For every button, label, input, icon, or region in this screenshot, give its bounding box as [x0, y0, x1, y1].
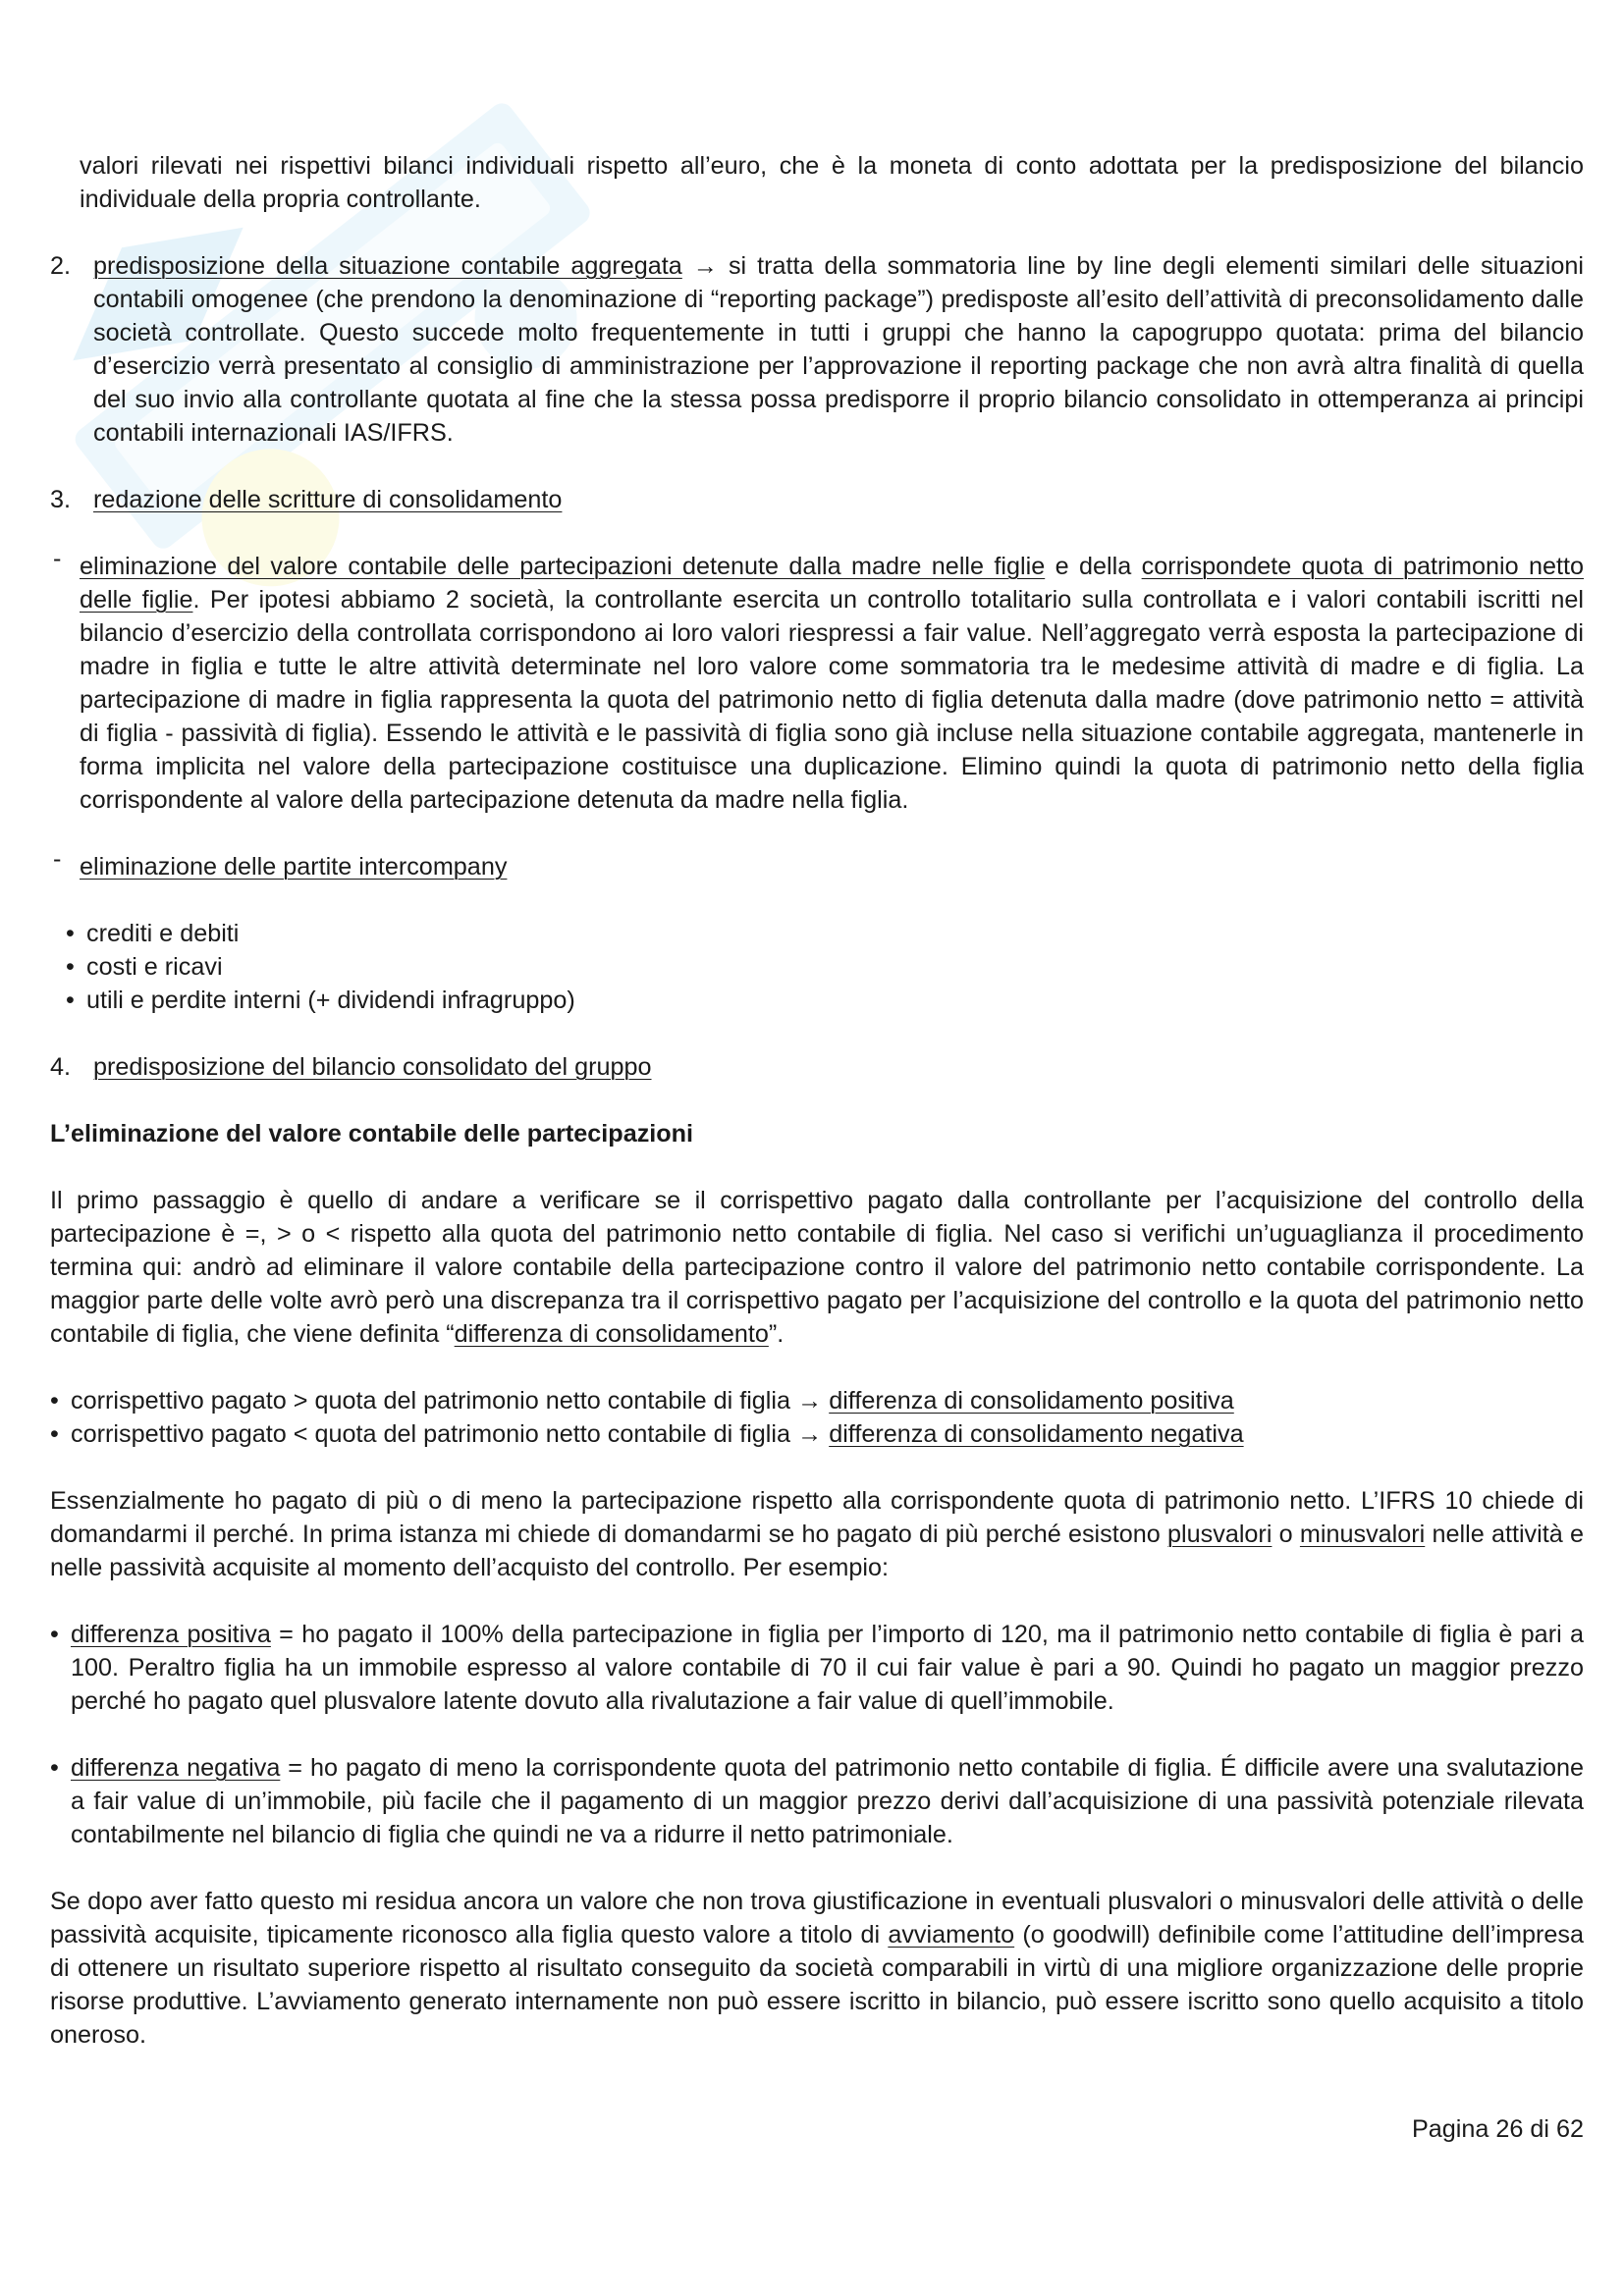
item-text: . Per ipotesi abbiamo 2 società, la controllante esercita un controllo totalitario sulla controllata e i valori contabili iscritti nel bilancio d’esercizio della controllata corrispondono ai loro valori riespressi a fair value. Nell’aggregato verrà esposta la partecipazione di madre in figlia e tutte le altre attività determinate nel loro valore come sommatoria tra le medesime attività di madre e di figlia. La partecipazione di madre in figlia rappresenta la quota del patrimonio netto di figlia detenuta dalla madre (dove patrimonio netto = attività di figlia - passività di figlia). Essendo le attività e le passività di figlia sono già incluse nella situazione contabile aggregata, mantenerle in forma implicita nel valore della partecipazione costituisce una duplicazione. Elimino quindi la quota di patrimonio netto della figlia corrispondente al valore della partecipazione detenuta da madre nella figlia.	[80, 586, 1585, 814]
term-differenza-negativa: differenza negativa	[71, 1754, 281, 1782]
term-plusvalori: plusvalori	[1167, 1521, 1272, 1548]
item-title-2: corrispondete quota di patrimonio netto delle figlie	[80, 553, 1585, 614]
paragraph-text: Essenzialmente ho pagato di più o di meno la partecipazione rispetto alla corrispondente quota di patrimonio netto. L’IFRS 10 chiede di domandarmi il perché. In prima istanza mi chiede di domandarmi se ho pagato di più perché esistono	[50, 1487, 1584, 1548]
bullet-icon: •	[50, 1621, 59, 1648]
bullet-icon: •	[50, 1420, 59, 1448]
arrow-icon: →	[797, 1420, 823, 1448]
list-item-text: = ho pagato il 100% della partecipazione in figlia per l’importo di 120, ma il patrimonio netto contabile di figlia è pari a 100. Peraltro figlia ha un immobile espresso al valore contabile di 70 il cui fair value è pari a 90. Quindi ho pagato un maggior prezzo perché ho pagato quel plusvalore latente dovuto alla rivalutazione a fair value di quell’immobile.	[71, 1621, 1584, 1715]
item-title: redazione delle scritture di consolidamento	[93, 486, 563, 513]
bullet-icon: •	[66, 920, 75, 947]
paragraph-ifrs	[50, 1484, 1584, 1584]
paragraph-text: nelle attività e nelle passività acquisite al momento dell’acquisto del controllo. Per esempio:	[50, 1521, 1584, 1581]
dash-item-intercompany	[53, 845, 1584, 883]
intercompany-list	[66, 917, 1584, 1017]
list-item-text: = ho pagato di meno la corrispondente quota del patrimonio netto contabile di figlia. É difficile avere una svalutazione a fair value di un’immobile, più facile che il pagamento di un maggior prezzo derivi dall’acquisizione di una passività potenziale rilevata contabilmente nel bilancio di figlia che quindi ne va a ridurre il netto patrimoniale.	[71, 1754, 1584, 1848]
list-item	[50, 1417, 1584, 1451]
intro-paragraph: valori rilevati nei rispettivi bilanci individuali rispetto all’euro, che è la moneta di conto adottata per la predisposizione del bilancio individuale della propria controllante.	[80, 152, 1584, 213]
paragraph-text: Il primo passaggio è quello di andare a verificare se il corrispettivo pagato dalla controllante per l’acquisizione del controllo della partecipazione è =, > o < rispetto alla quota del patrimonio netto contabile di figlia. Nel caso si verifichi un’uguaglianza il procedimento termina qui: andrò ad eliminare il valore contabile della partecipazione contro il valore del patrimonio netto contabile corrispondente. La maggior parte delle volte avrò però una discrepanza tra il corrispettivo pagato per l’acquisizione del controllo e la quota del patrimonio netto contabile di figlia, che viene definita “	[50, 1187, 1584, 1348]
list-item-text: corrispettivo pagato > quota del patrimonio netto contabile di figlia	[71, 1387, 797, 1415]
list-item-2	[50, 249, 1585, 450]
list-item	[66, 950, 1584, 984]
paragraph-text: (o goodwill) definibile come l’attitudine dell’impresa di ottenere un risultato superiore rispetto al risultato conseguito da società comparabili in virtù di una migliore organizzazione delle proprie risorse produttive. L’avviamento generato internamente non può essere iscritto in bilancio, può essere iscritto sono quello acquisito a titolo oneroso.	[50, 1921, 1584, 2049]
list-item-text: corrispettivo pagato < quota del patrimonio netto contabile di figlia	[71, 1420, 797, 1448]
document-body	[50, 149, 1585, 2052]
bullet-icon: •	[66, 987, 75, 1014]
paragraph-text: o	[1272, 1521, 1300, 1548]
list-item	[66, 984, 1584, 1017]
section-heading: L’eliminazione del valore contabile delle partecipazioni	[50, 1120, 694, 1148]
list-item	[50, 1384, 1584, 1417]
list-item-text: crediti e debiti	[86, 920, 240, 947]
paragraph-avviamento	[50, 1885, 1584, 2052]
dash-marker: -	[53, 845, 62, 873]
list-item	[66, 917, 1584, 950]
term-positiva: differenza di consolidamento positiva	[829, 1387, 1234, 1415]
bullet-icon: •	[50, 1387, 59, 1415]
term-differenza-consolidamento: differenza di consolidamento	[454, 1320, 769, 1348]
list-number: 2.	[50, 252, 72, 280]
list-item-3	[50, 483, 1584, 516]
bullet-icon: •	[50, 1754, 59, 1782]
term-minusvalori: minusvalori	[1299, 1521, 1426, 1548]
list-item-negativa	[50, 1751, 1584, 1851]
paragraph-primo-passaggio	[50, 1184, 1584, 1351]
item-title: predisposizione della situazione contabile aggregata	[93, 252, 682, 280]
dash-marker: -	[53, 545, 62, 572]
item-mid: e della	[1045, 553, 1142, 580]
term-negativa: differenza di consolidamento negativa	[829, 1420, 1244, 1448]
list-number: 4.	[50, 1053, 72, 1081]
list-item-text: costi e ricavi	[86, 953, 223, 981]
arrow-icon: →	[692, 252, 718, 280]
bullet-icon: •	[66, 953, 75, 981]
dash-item-partecipazioni	[53, 545, 1585, 817]
item-title: eliminazione del valore contabile delle partecipazioni detenute dalla madre nelle figlie	[80, 553, 1046, 580]
item-text: si tratta della sommatoria line by line degli elementi similari delle situazioni contabili omogenee (che prendono la denominazione di “reporting package”) predisposte all’esito dell’attività di preconsolidamento dalle società controllate. Questo succede molto frequentemente in tutti i gruppi che hanno la capogruppo quotata: prima del bilancio d’esercizio verrà presentato al consiglio di amministrazione per l’approvazione il reporting package che non avrà altra finalità di quella del suo invio alla controllante quotata al fine che la stessa possa predisporre il proprio bilancio consolidato in ottemperanza ai principi contabili internazionali IAS/IFRS.	[93, 252, 1585, 447]
list-item-text: utili e perdite interni (+ dividendi infragruppo)	[86, 987, 575, 1014]
list-number: 3.	[50, 486, 72, 513]
page-number: Pagina 26 di 62	[1411, 2115, 1584, 2143]
arrow-icon: →	[797, 1387, 823, 1415]
term-avviamento: avviamento	[888, 1921, 1015, 1949]
list-item-positiva	[50, 1618, 1584, 1718]
list-item-4	[50, 1050, 1584, 1084]
item-title: predisposizione del bilancio consolidato del gruppo	[93, 1053, 652, 1081]
term-differenza-positiva: differenza positiva	[71, 1621, 271, 1648]
example-list	[50, 1618, 1584, 1851]
item-title: eliminazione delle partite intercompany	[80, 853, 508, 881]
paragraph-text: Se dopo aver fatto questo mi residua ancora un valore che non trova giustificazione in eventuali plusvalori o minusvalori delle attività o delle passività acquisite, tipicamente riconosco alla figlia questo valore a titolo di	[50, 1888, 1584, 1949]
paragraph-end: ”.	[768, 1320, 785, 1348]
difference-list	[50, 1384, 1584, 1451]
